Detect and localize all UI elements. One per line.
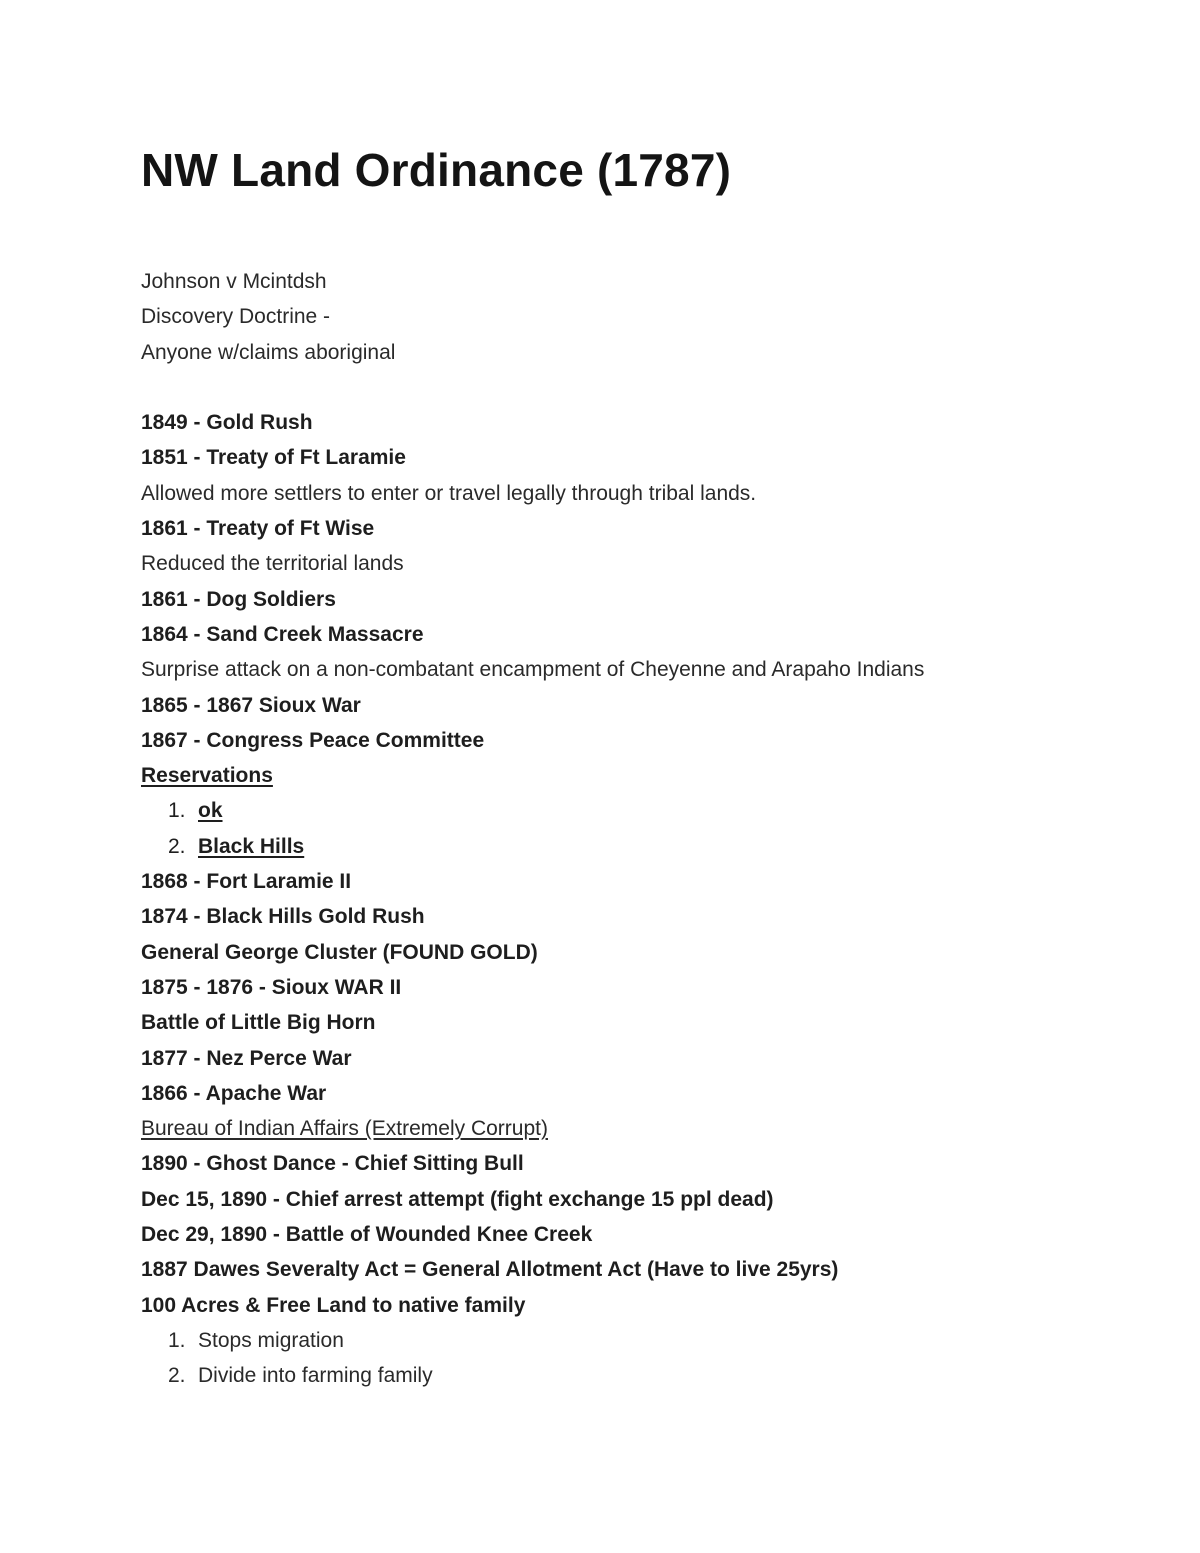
list-item-text: ok xyxy=(198,799,223,823)
note-line: Allowed more settlers to enter or travel legally through tribal lands. xyxy=(141,481,757,505)
timeline-heading: 1877 - Nez Perce War xyxy=(141,1046,352,1070)
reservations-heading xyxy=(141,758,1101,793)
timeline-heading: 1868 - Fort Laramie II xyxy=(141,870,352,894)
timeline-heading: Dec 15, 1890 - Chief arrest attempt (fight exchange 15 ppl dead) xyxy=(141,1187,774,1211)
note-line: Johnson v Mcintdsh xyxy=(141,270,327,293)
timeline-heading: 1890 - Ghost Dance - Chief Sitting Bull xyxy=(141,1152,524,1176)
timeline-heading: 1849 - Gold Rush xyxy=(141,411,313,435)
timeline-heading: Battle of Little Big Horn xyxy=(141,1011,376,1035)
list-item xyxy=(141,829,1101,864)
timeline-heading: 100 Acres & Free Land to native family xyxy=(141,1293,526,1317)
list-item-text: Black Hills xyxy=(198,834,305,858)
timeline-heading: General George Cluster (FOUND GOLD) xyxy=(141,940,538,964)
notes-body xyxy=(141,264,1101,1394)
list-number: 1. xyxy=(168,1328,186,1352)
timeline-heading: 1874 - Black Hills Gold Rush xyxy=(141,905,425,929)
timeline-heading: 1875 - 1876 - Sioux WAR II xyxy=(141,975,402,999)
timeline-heading: 1887 Dawes Severalty Act = General Allotment Act (Have to live 25yrs) xyxy=(141,1258,839,1282)
timeline-heading: 1866 - Apache War xyxy=(141,1081,327,1105)
reservations-label: Reservations xyxy=(141,764,273,788)
timeline-heading: 1867 - Congress Peace Committee xyxy=(141,728,485,752)
bia-line xyxy=(141,1111,1101,1146)
list-item-text: Stops migration xyxy=(198,1328,344,1352)
timeline-heading: 1864 - Sand Creek Massacre xyxy=(141,622,424,646)
timeline-heading: 1861 - Treaty of Ft Wise xyxy=(141,517,375,541)
page-title: NW Land Ordinance (1787) xyxy=(141,144,732,196)
note-line: Anyone w/claims aboriginal xyxy=(141,340,396,364)
list-number: 2. xyxy=(168,834,186,858)
timeline-heading: 1865 - 1867 Sioux War xyxy=(141,693,361,717)
timeline-heading: Dec 29, 1890 - Battle of Wounded Knee Creek xyxy=(141,1223,593,1247)
list-item-text: Divide into farming family xyxy=(198,1364,433,1388)
list-item xyxy=(141,1323,1101,1358)
note-line: Reduced the territorial lands xyxy=(141,552,404,576)
bia-label: Bureau of Indian Affairs (Extremely Corrupt) xyxy=(141,1117,548,1141)
list-item xyxy=(141,1358,1101,1393)
list-number: 2. xyxy=(168,1364,186,1388)
timeline-heading: 1851 - Treaty of Ft Laramie xyxy=(141,446,406,470)
note-line: Surprise attack on a non-combatant encampment of Cheyenne and Arapaho Indians xyxy=(141,658,925,682)
list-number: 1. xyxy=(168,799,186,823)
timeline-heading: 1861 - Dog Soldiers xyxy=(141,587,336,611)
blank-line xyxy=(141,370,1101,405)
list-item xyxy=(141,793,1101,828)
note-line: Discovery Doctrine - xyxy=(141,305,331,329)
